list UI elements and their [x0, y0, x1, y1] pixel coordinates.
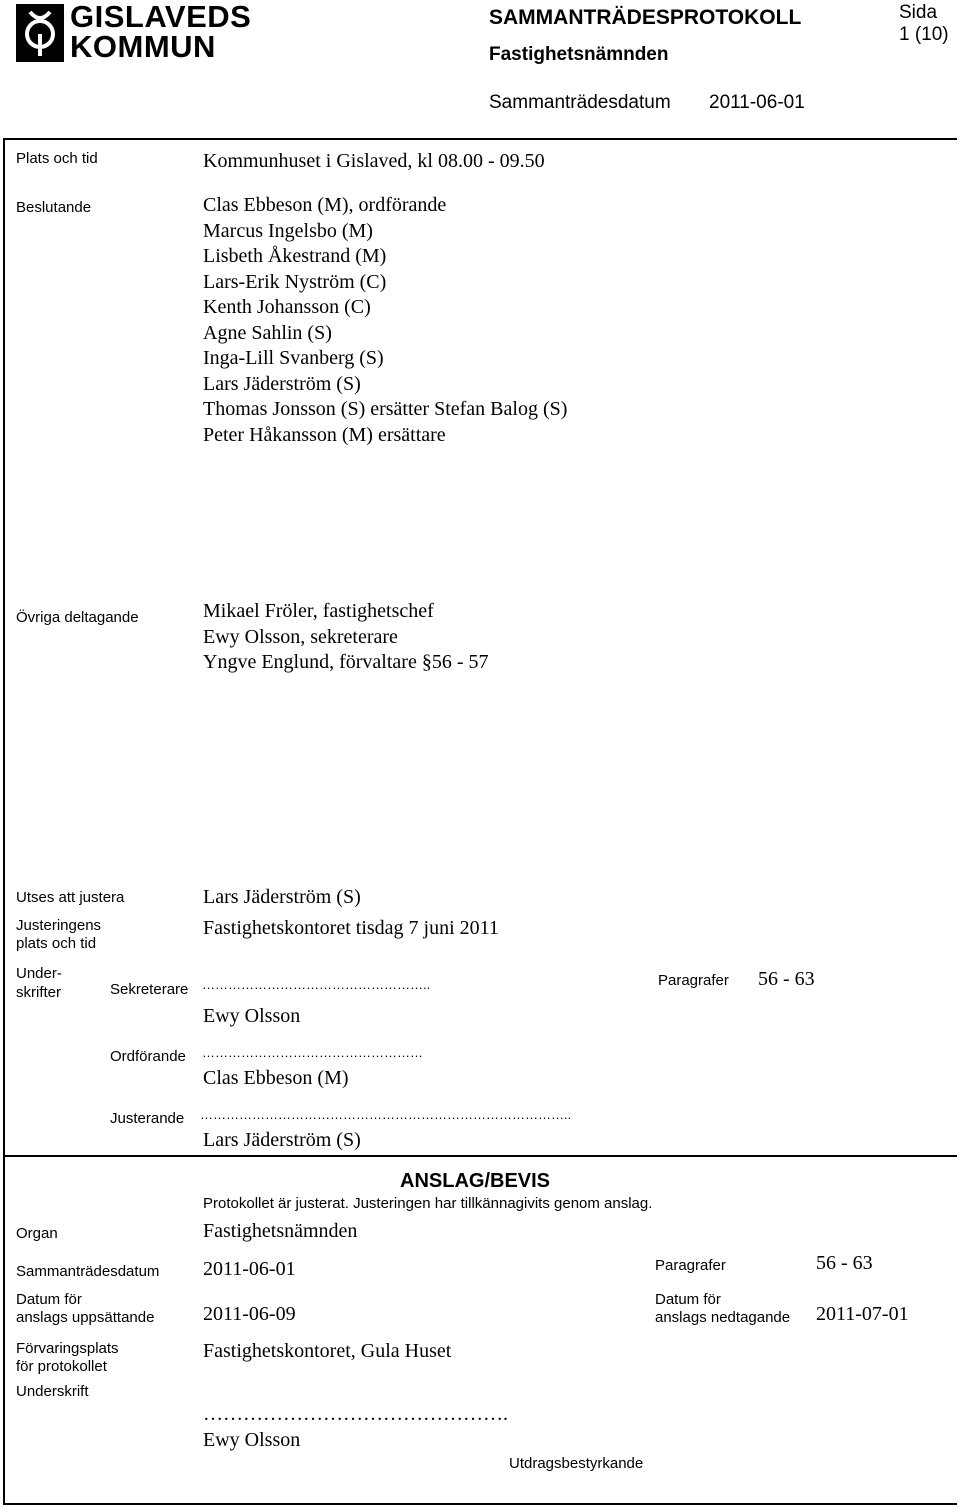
secretary-signature-line: …………………………………………….. — [202, 977, 431, 992]
page-number: 1 (10) — [899, 24, 949, 45]
removal-date-label-2: anslags nedtagande — [655, 1309, 791, 1326]
secretary-name: Ewy Olsson — [203, 1005, 301, 1027]
paragraphs-label: Paragrafer — [658, 972, 729, 989]
list-item: Inga-Lill Svanberg (S) — [203, 347, 384, 369]
adjuster-value: Lars Jäderström (S) — [203, 886, 361, 908]
logo-wordmark: GISLAVEDS KOMMUN — [70, 0, 252, 64]
list-item: Thomas Jonsson (S) ersätter Stefan Balog (S) — [203, 398, 568, 420]
notice-date-label: Sammanträdesdatum — [16, 1263, 160, 1280]
decision-makers-list — [203, 193, 567, 448]
list-item: Marcus Ingelsbo (M) — [203, 219, 373, 242]
list-item: Peter Håkansson (M) ersättare — [203, 423, 446, 446]
adjust-place-value: Fastighetskontoret tisdag 7 juni 2011 — [203, 917, 499, 939]
signatures-label-1: Under- — [16, 965, 62, 982]
signature-label: Underskrift — [16, 1383, 89, 1400]
organ-value: Fastighetsnämnden — [203, 1220, 358, 1242]
extract-certification-label: Utdragsbestyrkande — [509, 1455, 644, 1472]
document-title: SAMMANTRÄDESPROTOKOLL — [489, 6, 802, 29]
notice-paragraphs-label: Paragrafer — [655, 1257, 726, 1274]
storage-label-2: för protokollet — [16, 1358, 107, 1375]
chair-label: Ordförande — [110, 1048, 186, 1065]
coat-of-arms-icon — [16, 4, 64, 62]
storage-value: Fastighetskontoret, Gula Huset — [203, 1340, 452, 1362]
notice-rule — [3, 1155, 957, 1157]
others-list — [203, 599, 488, 676]
header-date-label: Sammanträdesdatum — [489, 92, 671, 113]
removal-date-value: 2011-07-01 — [816, 1303, 909, 1325]
signature-name: Ewy Olsson — [203, 1429, 301, 1451]
adjust-place-label-2: plats och tid — [16, 935, 97, 952]
header-organ: Fastighetsnämnden — [489, 44, 669, 65]
paragraphs-value: 56 - 63 — [758, 968, 815, 990]
adjust-place-label-1: Justeringens — [16, 917, 102, 934]
organ-label: Organ — [16, 1225, 58, 1242]
list-item: Lars-Erik Nyström (C) — [203, 270, 387, 293]
place-value: Kommunhuset i Gislaved, kl 08.00 - 09.50 — [203, 150, 545, 172]
bottom-rule — [3, 1503, 957, 1505]
chair-name: Clas Ebbeson (M) — [203, 1067, 349, 1089]
adjuster-label: Utses att justera — [16, 889, 125, 906]
place-label: Plats och tid — [16, 150, 98, 167]
removal-date-label-1: Datum för — [655, 1291, 721, 1308]
top-rule — [3, 138, 957, 140]
adjuster-sign-label: Justerande — [110, 1110, 185, 1127]
list-item: Clas Ebbeson (M), ordförande — [203, 194, 447, 216]
notice-statement: Protokollet är justerat. Justeringen har tillkännagivits genom anslag. — [203, 1195, 653, 1212]
list-item: Ewy Olsson, sekreterare — [203, 625, 398, 648]
left-rule — [3, 138, 5, 1505]
storage-label-1: Förvaringsplats — [16, 1340, 119, 1357]
posted-date-value: 2011-06-09 — [203, 1303, 296, 1325]
list-item: Agne Sahlin (S) — [203, 321, 332, 344]
adjuster-name: Lars Jäderström (S) — [203, 1129, 361, 1151]
signatures-label-2: skrifter — [16, 984, 61, 1001]
adjuster-signature-line: ………………………………………………………………………….. — [200, 1107, 572, 1122]
list-item: Lisbeth Åkestrand (M) — [203, 245, 387, 267]
list-item: Lars Jäderström (S) — [203, 372, 361, 395]
list-item: Mikael Fröler, fastighetschef — [203, 600, 434, 622]
others-label: Övriga deltagande — [16, 609, 139, 626]
list-item: Yngve Englund, förvaltare §56 - 57 — [203, 651, 489, 673]
decision-makers-label: Beslutande — [16, 199, 92, 216]
municipality-logo — [16, 0, 252, 64]
notice-paragraphs-value: 56 - 63 — [816, 1252, 873, 1274]
notice-title: ANSLAG/BEVIS — [400, 1170, 551, 1192]
posted-date-label-2: anslags uppsättande — [16, 1309, 155, 1326]
secretary-label: Sekreterare — [110, 981, 189, 998]
page-label: Sida — [899, 2, 938, 23]
header-date-value: 2011-06-01 — [709, 92, 805, 113]
signature-line: ………………………………………. — [203, 1403, 508, 1425]
chair-signature-line: …………………………………………… — [202, 1045, 423, 1060]
notice-date-value: 2011-06-01 — [203, 1258, 296, 1280]
list-item: Kenth Johansson (C) — [203, 296, 371, 318]
posted-date-label-1: Datum för — [16, 1291, 82, 1308]
